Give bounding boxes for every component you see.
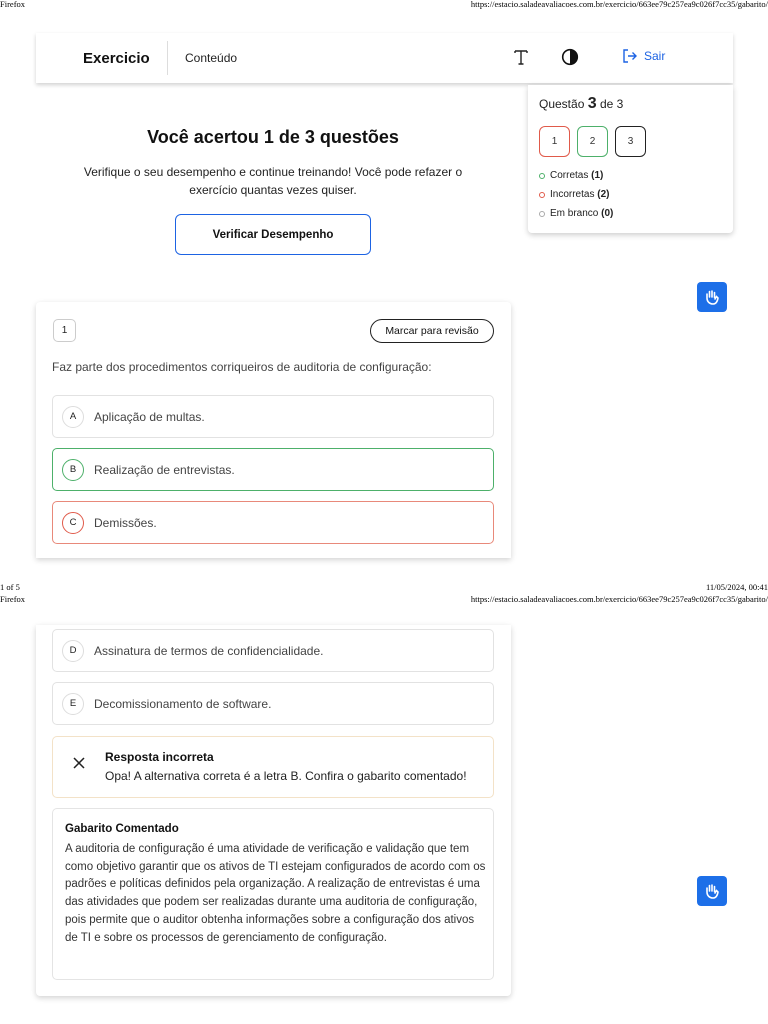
question-counter: Questão 3 de 3 xyxy=(539,95,624,112)
option-text: Aplicação de multas. xyxy=(94,409,205,424)
question-nav-button[interactable]: 1 xyxy=(539,126,570,157)
top-navbar xyxy=(36,33,733,83)
option-b[interactable] xyxy=(52,448,494,491)
navbar-divider xyxy=(167,41,168,75)
option-text: Decomissionamento de software. xyxy=(94,696,272,711)
option-letter: A xyxy=(62,406,84,428)
logout-button[interactable] xyxy=(622,48,665,64)
legend-dot-icon xyxy=(539,192,545,198)
result-title: Você acertou 1 de 3 questões xyxy=(147,127,399,147)
answer-feedback xyxy=(52,736,494,798)
print-browser-label: Firefox xyxy=(0,594,26,604)
legend-dot-icon xyxy=(539,173,545,179)
option-letter: D xyxy=(62,640,84,662)
verificar-desempenho-button[interactable]: Verificar Desempenho xyxy=(175,214,371,255)
legend-incorretas: Incorretas (2) xyxy=(539,189,609,200)
print-url: https://estacio.saladeavaliacoes.com.br/exercicio/663ee79c257ea9c026f7cc35/gabarito/ xyxy=(470,594,768,604)
question-navigator xyxy=(528,85,733,233)
option-text: Realização de entrevistas. xyxy=(94,462,235,477)
close-icon xyxy=(71,755,87,771)
feedback-text: Opa! A alternativa correta é a letra B. Confira o gabarito comentado! xyxy=(105,769,467,783)
text-size-icon[interactable] xyxy=(510,45,532,69)
feedback-title: Resposta incorreta xyxy=(105,750,214,764)
gabarito-comentado xyxy=(52,808,494,980)
option-letter: C xyxy=(62,512,84,534)
logout-label: Sair xyxy=(644,49,666,63)
print-browser-label: Firefox xyxy=(0,0,26,9)
print-datetime: 11/05/2024, 00:41 xyxy=(705,582,768,592)
accessibility-hand-icon[interactable] xyxy=(697,282,727,312)
legend-dot-icon xyxy=(539,211,545,217)
legend-em-branco: Em branco (0) xyxy=(539,208,613,219)
mark-for-review-button[interactable]: Marcar para revisão xyxy=(370,319,494,343)
question-text: Faz parte dos procedimentos corriqueiros de auditoria de configuração: xyxy=(52,360,432,374)
question-number-badge: 1 xyxy=(53,319,76,342)
option-d[interactable] xyxy=(52,629,494,672)
gabarito-title: Gabarito Comentado xyxy=(65,823,179,835)
option-a[interactable] xyxy=(52,395,494,438)
option-e[interactable] xyxy=(52,682,494,725)
option-c[interactable] xyxy=(52,501,494,544)
brand-title: Exercicio xyxy=(83,49,150,67)
accessibility-hand-icon[interactable] xyxy=(697,876,727,906)
contrast-icon[interactable] xyxy=(559,45,581,69)
result-subtitle: Verifique o seu desempenho e continue treinando! Você pode refazer o exercício quantas vezes quiser. xyxy=(83,165,463,197)
gabarito-text: A auditoria de configuração é uma atividade de verificação e validação que tem como objetivo garantir que os ativos de TI estejam configurados de acordo com os padrões e políticas definidos pela organização. A realização de entrevistas é uma das atividades que podem ser realizadas durante uma auditoria de configuração, pois permite que o auditor obtenha informações sobre a configuração dos ativos de TI e sobre os processos de gerenciamento de configuração. xyxy=(65,843,486,944)
tab-conteudo[interactable]: Conteúdo xyxy=(185,51,238,65)
option-letter: B xyxy=(62,459,84,481)
option-text: Assinatura de termos de confidencialidade. xyxy=(94,643,324,658)
option-letter: E xyxy=(62,693,84,715)
question-nav-button[interactable]: 3 xyxy=(615,126,646,157)
print-url: https://estacio.saladeavaliacoes.com.br/exercicio/663ee79c257ea9c026f7cc35/gabarito/ xyxy=(470,0,768,9)
option-text: Demissões. xyxy=(94,515,157,530)
legend-corretas: Corretas (1) xyxy=(539,170,603,181)
question-nav-button[interactable]: 2 xyxy=(577,126,608,157)
print-page-counter: 1 of 5 xyxy=(0,582,20,592)
logout-icon xyxy=(622,48,638,64)
